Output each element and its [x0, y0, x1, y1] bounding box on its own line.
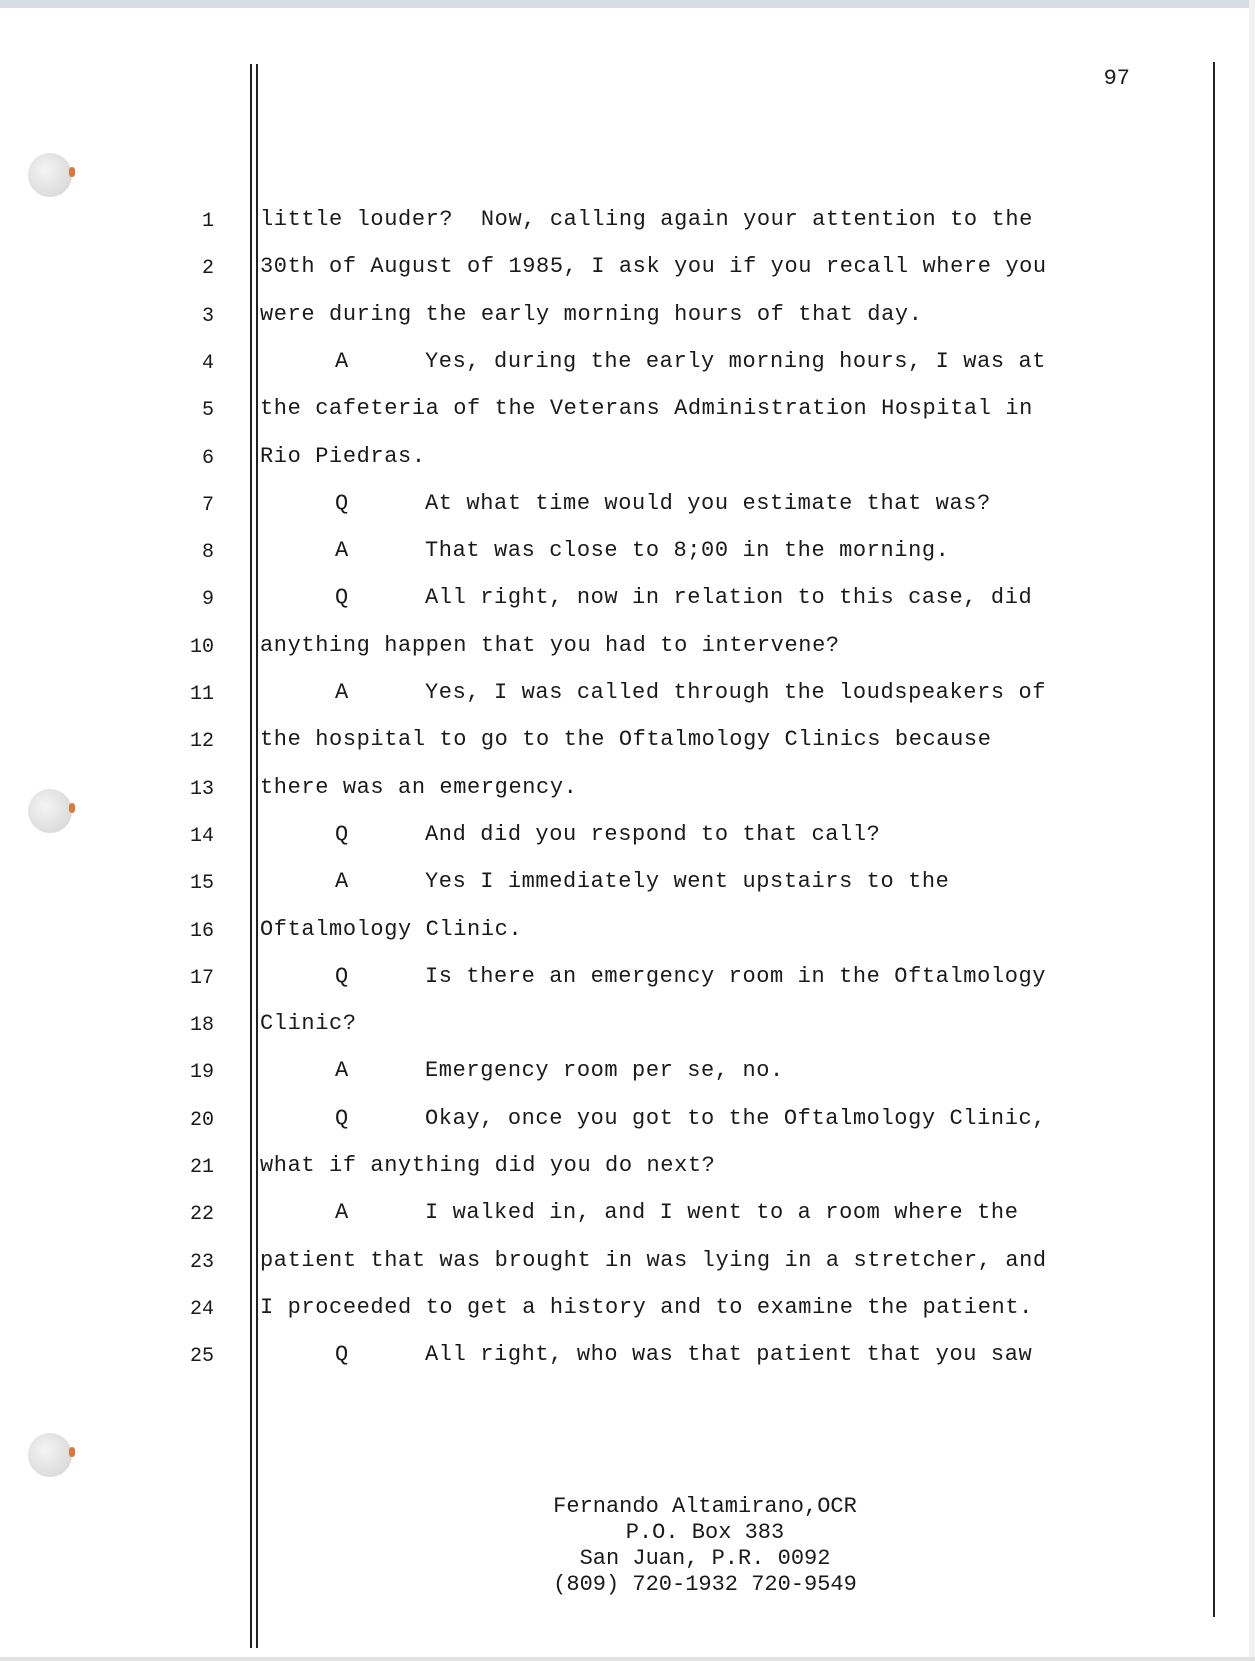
line-text: Yes, during the early morning hours, I was at — [425, 349, 1047, 374]
line-text: And did you respond to that call? — [425, 822, 881, 847]
left-margin-rule-inner — [256, 64, 258, 1648]
speaker-label: A — [335, 349, 349, 374]
scan-edge-bottom — [0, 1657, 1255, 1661]
scan-edge-top — [0, 0, 1255, 8]
reporter-phones: (809) 720-1932 720-9549 — [553, 1572, 857, 1597]
line-number: 25 — [189, 1345, 214, 1368]
line-number: 5 — [201, 399, 214, 422]
transcript-line — [260, 1154, 715, 1178]
line-number: 22 — [189, 1203, 214, 1226]
line-text: Is there an emergency room in the Oftalmology — [425, 964, 1047, 989]
line-text: there was an emergency. — [260, 775, 578, 800]
line-number: 8 — [201, 541, 214, 564]
transcript-line — [335, 1343, 1032, 1367]
reporter-city: San Juan, P.R. 0092 — [579, 1546, 831, 1571]
line-number: 21 — [189, 1156, 214, 1179]
line-text: Yes I immediately went upstairs to the — [425, 869, 950, 894]
line-number: 20 — [189, 1109, 214, 1132]
transcript-line — [335, 681, 1046, 705]
binder-hole-bottom — [28, 1433, 72, 1477]
line-text: All right, who was that patient that you saw — [425, 1342, 1033, 1367]
transcript-line — [260, 728, 992, 752]
line-text: I proceeded to get a history and to examine the patient. — [260, 1295, 1033, 1320]
line-number: 9 — [201, 588, 214, 611]
line-text: Rio Piedras. — [260, 444, 426, 469]
reporter-address: P.O. Box 383 — [625, 1520, 785, 1545]
line-text: patient that was brought in was lying in a stretcher, and — [260, 1248, 1047, 1273]
speaker-label: Q — [335, 1106, 349, 1131]
binder-hole-middle — [28, 789, 72, 833]
line-number: 6 — [201, 447, 214, 470]
transcript-line — [335, 539, 949, 563]
speaker-label: A — [335, 1058, 349, 1083]
line-text: Clinic? — [260, 1011, 357, 1036]
line-number: 2 — [201, 257, 214, 280]
transcript-line — [260, 1012, 357, 1036]
line-text: Okay, once you got to the Oftalmology Clinic, — [425, 1106, 1047, 1131]
left-margin-rule-outer — [250, 64, 252, 1648]
line-number: 16 — [189, 920, 214, 943]
line-text: 30th of August of 1985, I ask you if you recall where you — [260, 254, 1047, 279]
line-number: 19 — [189, 1061, 214, 1084]
line-text: Yes, I was called through the loudspeakers of — [425, 680, 1047, 705]
line-text: Oftalmology Clinic. — [260, 917, 523, 942]
line-text: That was close to 8;00 in the morning. — [425, 538, 950, 563]
reporter-footer — [455, 1494, 955, 1598]
right-margin-rule — [1213, 62, 1215, 1617]
transcript-line — [260, 255, 1047, 279]
transcript-line — [260, 776, 577, 800]
transcript-line — [260, 1296, 1033, 1320]
transcript-line — [335, 1059, 784, 1083]
speaker-label: A — [335, 538, 349, 563]
transcript-line — [335, 586, 1032, 610]
transcript-line — [260, 918, 522, 942]
transcript-line — [335, 965, 1046, 989]
line-number: 18 — [189, 1014, 214, 1037]
speaker-label: A — [335, 1200, 349, 1225]
transcript-line — [335, 823, 880, 847]
line-number: 23 — [189, 1251, 214, 1274]
line-number: 12 — [189, 730, 214, 753]
line-text: were during the early morning hours of that day. — [260, 302, 923, 327]
transcript-line — [335, 1201, 1019, 1225]
transcript-line — [260, 208, 1033, 232]
line-text: the cafeteria of the Veterans Administration Hospital in — [260, 396, 1033, 421]
scan-edge-right — [1249, 0, 1255, 1661]
speaker-label: Q — [335, 964, 349, 989]
speaker-label: Q — [335, 1342, 349, 1367]
line-text: what if anything did you do next? — [260, 1153, 716, 1178]
transcript-line — [260, 1249, 1047, 1273]
line-number: 1 — [201, 210, 214, 233]
speaker-label: Q — [335, 491, 349, 516]
line-number: 10 — [189, 636, 214, 659]
line-number: 7 — [201, 494, 214, 517]
transcript-line — [260, 397, 1033, 421]
line-number: 14 — [189, 825, 214, 848]
line-text: anything happen that you had to intervene? — [260, 633, 840, 658]
line-number: 24 — [189, 1298, 214, 1321]
line-number: 17 — [189, 967, 214, 990]
line-text: At what time would you estimate that was? — [425, 491, 991, 516]
speaker-label: Q — [335, 585, 349, 610]
speaker-label: A — [335, 680, 349, 705]
line-number: 15 — [189, 872, 214, 895]
transcript-line — [335, 492, 991, 516]
transcript-line — [335, 350, 1046, 374]
transcript-line — [260, 445, 426, 469]
line-text: Emergency room per se, no. — [425, 1058, 784, 1083]
transcript-line — [335, 870, 949, 894]
line-text: the hospital to go to the Oftalmology Clinics because — [260, 727, 992, 752]
speaker-label: Q — [335, 822, 349, 847]
transcript-line — [260, 634, 840, 658]
page-number: 97 — [1103, 66, 1130, 91]
line-text: little louder? Now, calling again your attention to the — [260, 207, 1033, 232]
line-text: I walked in, and I went to a room where the — [425, 1200, 1019, 1225]
speaker-label: A — [335, 869, 349, 894]
line-number: 3 — [201, 305, 214, 328]
transcript-line — [260, 303, 923, 327]
line-number: 11 — [189, 683, 214, 706]
binder-hole-top — [28, 153, 72, 197]
transcript-line — [335, 1107, 1046, 1131]
line-number: 13 — [189, 778, 214, 801]
reporter-name: Fernando Altamirano,OCR — [553, 1494, 857, 1519]
line-number: 4 — [201, 352, 214, 375]
line-text: All right, now in relation to this case, did — [425, 585, 1033, 610]
